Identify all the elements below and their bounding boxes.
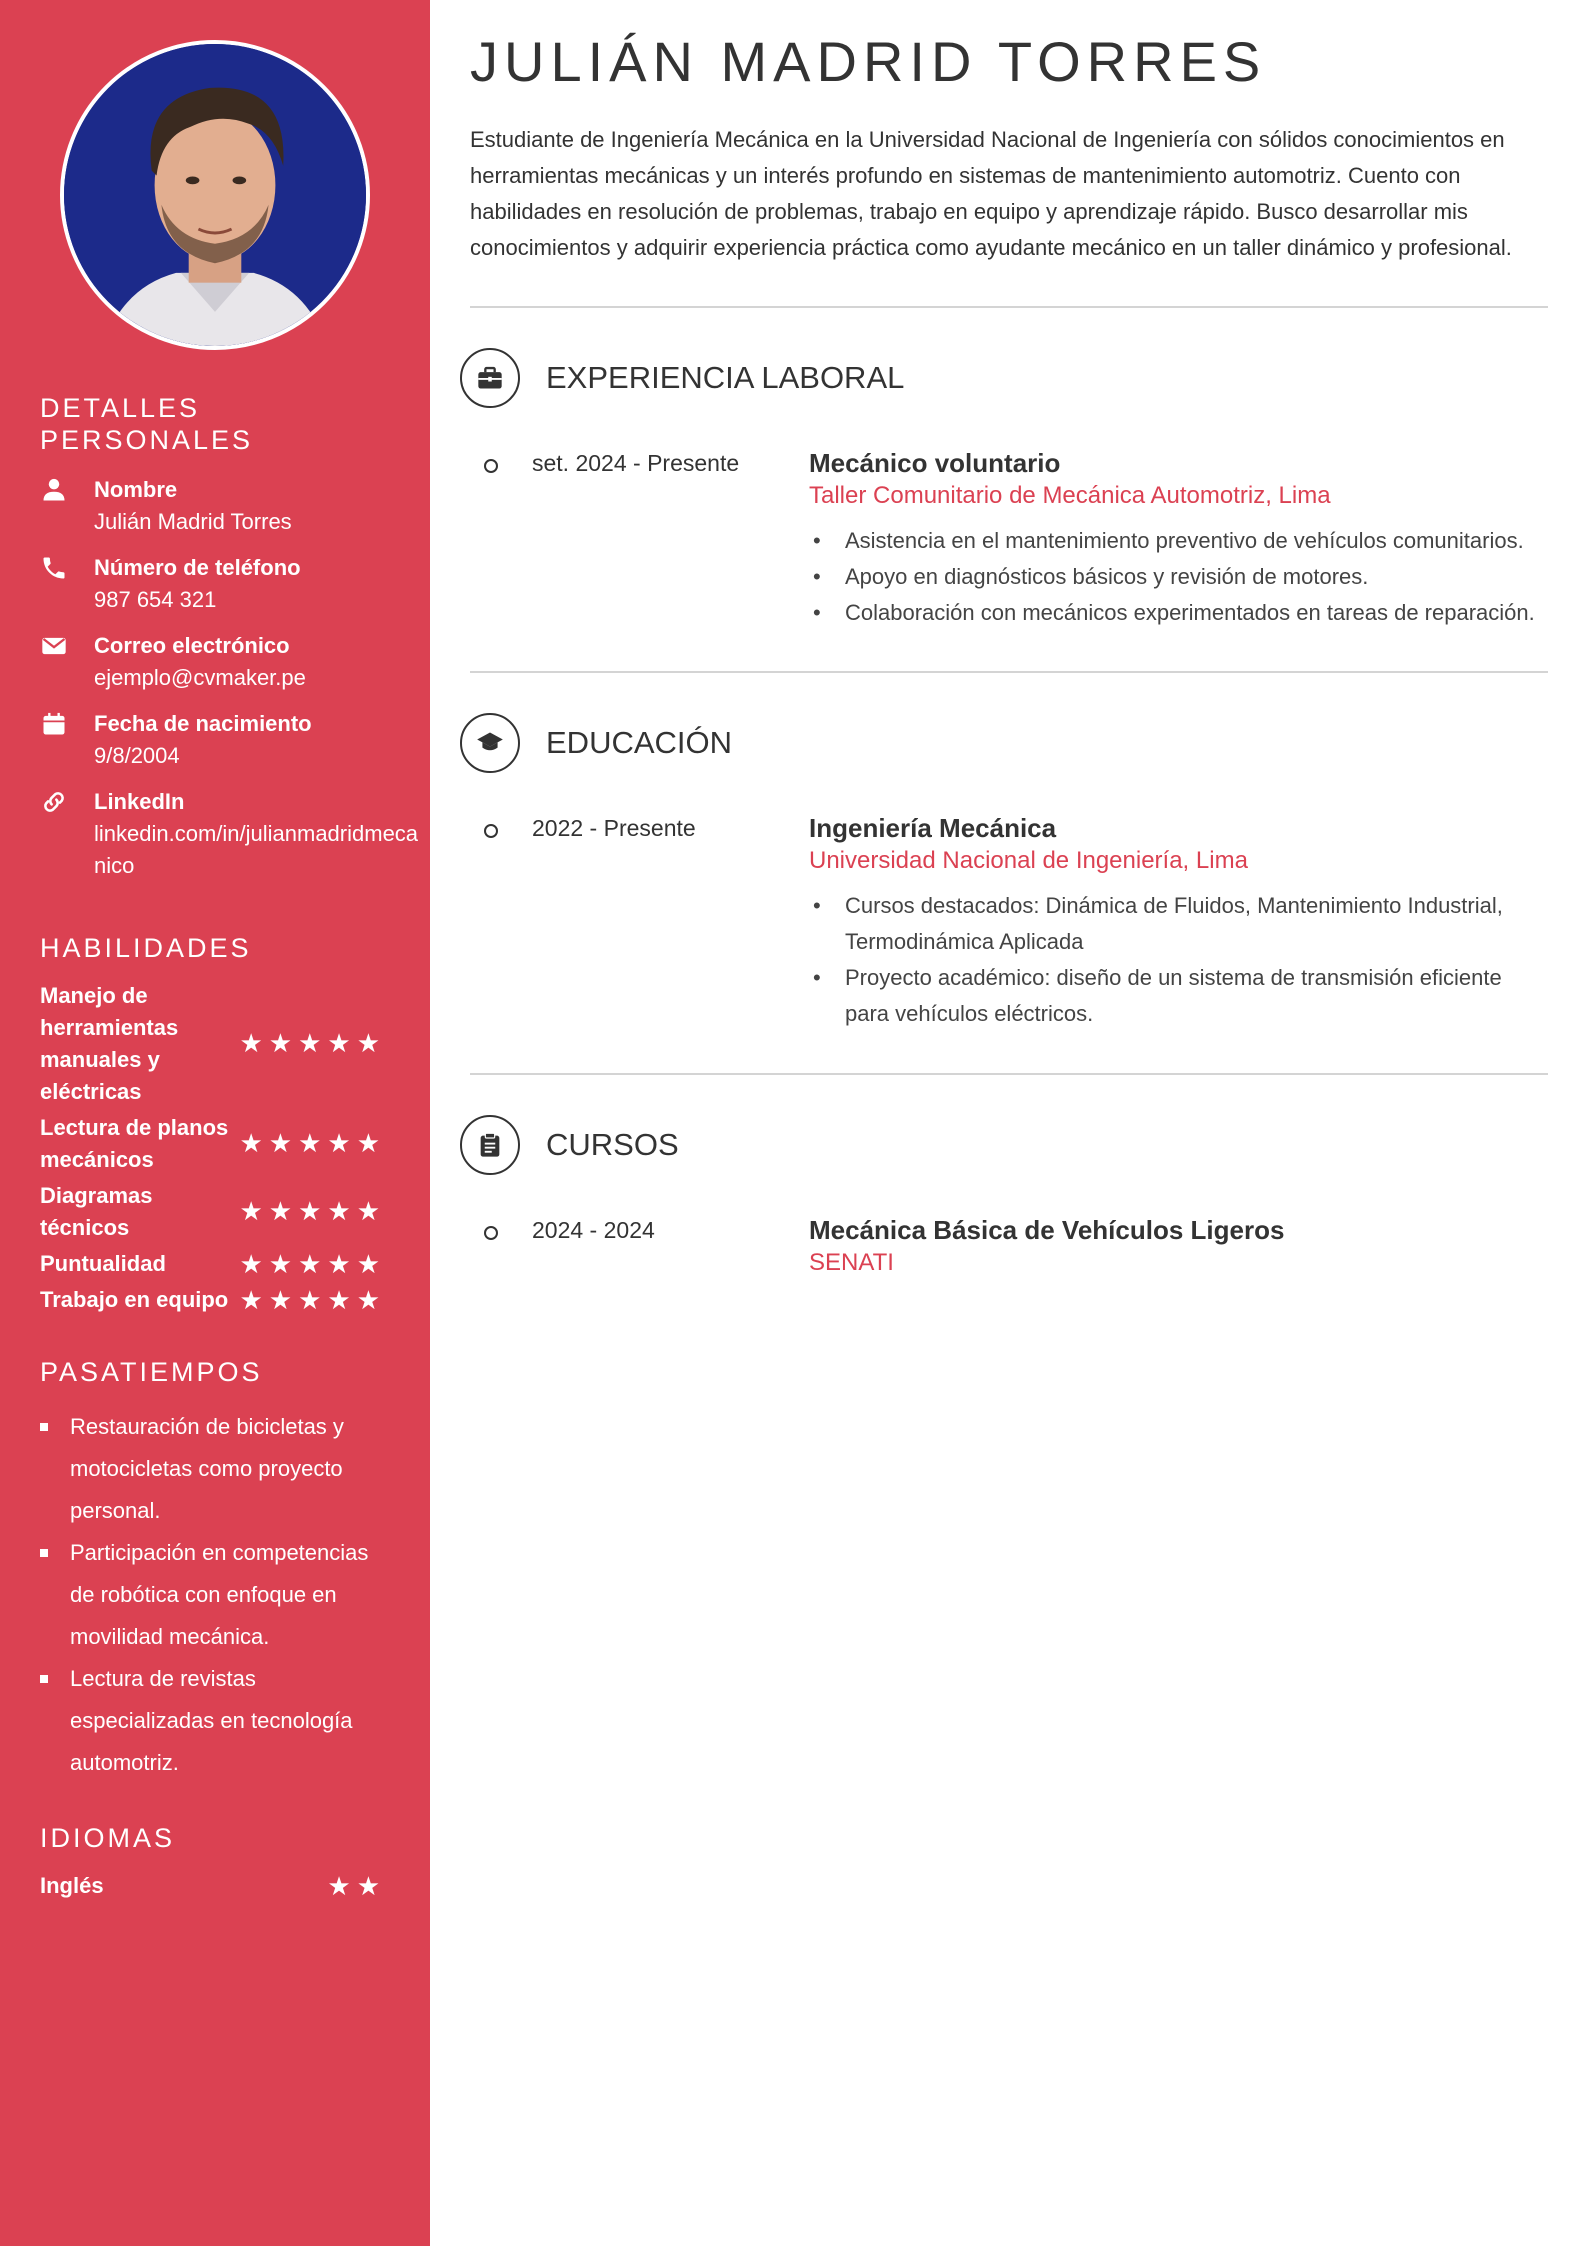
star-icon: ★ <box>356 1871 380 1901</box>
star-icon: ★ <box>356 1249 380 1279</box>
detail-value: Julián Madrid Torres <box>94 509 292 534</box>
course-date: 2024 - 2024 <box>532 1217 655 1243</box>
divider <box>470 671 1548 673</box>
person-icon <box>40 476 68 504</box>
star-icon: ★ <box>298 1285 322 1315</box>
avatar-illustration <box>64 44 366 346</box>
skill-rating <box>239 1130 380 1156</box>
skill-name: Puntualidad <box>40 1251 166 1276</box>
graduation-cap-icon <box>476 729 504 757</box>
star-icon: ★ <box>327 1871 351 1901</box>
skill-rating <box>239 1287 380 1313</box>
list-item: Restauración de bicicletas y motocicletas como proyecto personal. <box>40 1406 380 1532</box>
mail-icon <box>40 632 68 660</box>
skill-name: Lectura de planos mecánicos <box>40 1115 229 1172</box>
courses-title: CURSOS <box>546 1127 679 1162</box>
hobbies-list <box>40 1406 380 1784</box>
star-icon: ★ <box>239 1028 263 1058</box>
education-title: EDUCACIÓN <box>546 725 733 760</box>
education-date: 2022 - Presente <box>532 815 696 841</box>
list-item: • Asistencia en el mantenimiento preventivo de vehículos comunitarios. <box>809 523 1549 559</box>
star-icon: ★ <box>239 1249 263 1279</box>
star-icon: ★ <box>356 1128 380 1158</box>
briefcase-icon <box>476 364 504 392</box>
section-icon <box>460 348 520 408</box>
star-icon: ★ <box>239 1196 263 1226</box>
languages-heading: IDIOMAS <box>40 1823 176 1853</box>
experience-bullets <box>809 523 1549 631</box>
star-icon: ★ <box>268 1128 293 1158</box>
details-heading-block <box>40 392 380 456</box>
experience-date: set. 2024 - Presente <box>532 450 740 476</box>
detail-label: Nombre <box>94 477 178 502</box>
star-icon: ★ <box>356 1285 380 1315</box>
profile-photo <box>60 40 370 350</box>
details-heading: DETALLES PERSONALES <box>40 393 254 455</box>
detail-label: LinkedIn <box>94 789 185 814</box>
hobbies-heading: PASATIEMPOS <box>40 1357 263 1387</box>
candidate-name: JULIÁN MADRID TORRES <box>470 30 1267 93</box>
detail-value: ejemplo@cvmaker.pe <box>94 665 306 690</box>
list-item: • Apoyo en diagnósticos básicos y revisión de motores. <box>809 559 1549 595</box>
detail-label: Fecha de nacimiento <box>94 711 312 736</box>
star-icon: ★ <box>298 1128 322 1158</box>
star-icon: ★ <box>327 1028 351 1058</box>
star-icon: ★ <box>356 1196 380 1226</box>
skills-heading: HABILIDADES <box>40 933 252 963</box>
skill-rating <box>239 1251 380 1277</box>
star-icon: ★ <box>327 1249 351 1279</box>
profile-summary: Estudiante de Ingeniería Mecánica en la Universidad Nacional de Ingeniería con sólidos conocimientos en herramientas mecánicas y un interés profundo en sistemas de mantenimiento automotriz. Cuento con habilidades en resolución de problemas, trabajo en equipo y aprendizaje rápido. Busco desarrollar mis conocimientos y adquirir experiencia práctica como ayudante mecánico en un taller dinámico y profesional. <box>470 127 1512 260</box>
detail-label: Número de teléfono <box>94 555 301 580</box>
star-icon: ★ <box>239 1128 263 1158</box>
course-institution: SENATI <box>809 1249 894 1276</box>
timeline-dot <box>484 459 498 473</box>
experience-job-title: Mecánico voluntario <box>809 448 1061 478</box>
section-icon <box>460 713 520 773</box>
timeline-dot <box>484 824 498 838</box>
languages-heading-block <box>40 1822 380 1854</box>
star-icon: ★ <box>327 1196 351 1226</box>
skill-name: Trabajo en equipo <box>40 1287 229 1312</box>
calendar-icon <box>40 710 68 738</box>
detail-label: Correo electrónico <box>94 633 290 658</box>
skills-heading-block <box>40 932 380 964</box>
skill-name: Manejo de herramientas manuales y eléctricas <box>40 983 179 1104</box>
linkedin-link[interactable]: linkedin.com/in/julianmadridmecanico <box>94 821 419 878</box>
list-item: • Proyecto académico: diseño de un sistema de transmisión eficiente para vehículos eléctricos. <box>809 960 1549 1032</box>
list-item: • Cursos destacados: Dinámica de Fluidos, Mantenimiento Industrial, Termodinámica Aplicada <box>809 888 1549 960</box>
star-icon: ★ <box>268 1196 293 1226</box>
course-title: Mecánica Básica de Vehículos Ligeros <box>809 1215 1285 1245</box>
link-icon <box>40 788 68 816</box>
education-bullets <box>809 888 1549 1032</box>
detail-value: 987 654 321 <box>94 587 217 612</box>
divider <box>470 1073 1548 1075</box>
list-item: • Colaboración con mecánicos experimentados en tareas de reparación. <box>809 595 1549 631</box>
star-icon: ★ <box>298 1196 322 1226</box>
divider <box>470 306 1548 308</box>
skill-rating <box>239 1198 380 1224</box>
skill-name: Diagramas técnicos <box>40 1183 153 1240</box>
phone-icon <box>40 554 68 582</box>
list-item: Participación en competencias de robótica con enfoque en movilidad mecánica. <box>40 1532 380 1658</box>
language-name: Inglés <box>40 1873 104 1898</box>
star-icon: ★ <box>239 1285 263 1315</box>
star-icon: ★ <box>327 1128 351 1158</box>
star-icon: ★ <box>327 1285 351 1315</box>
education-degree: Ingeniería Mecánica <box>809 813 1057 843</box>
list-item: Lectura de revistas especializadas en tecnología automotriz. <box>40 1658 380 1784</box>
section-icon <box>460 1115 520 1175</box>
star-icon: ★ <box>268 1249 293 1279</box>
star-icon: ★ <box>298 1028 322 1058</box>
detail-value: 9/8/2004 <box>94 743 180 768</box>
sidebar <box>0 0 430 2246</box>
skill-rating <box>239 1030 380 1056</box>
education-institution: Universidad Nacional de Ingeniería, Lima <box>809 847 1248 874</box>
experience-title: EXPERIENCIA LABORAL <box>546 360 905 395</box>
star-icon: ★ <box>268 1028 293 1058</box>
experience-org: Taller Comunitario de Mecánica Automotriz, Lima <box>809 482 1331 509</box>
timeline-dot <box>484 1226 498 1240</box>
star-icon: ★ <box>268 1285 293 1315</box>
star-icon: ★ <box>356 1028 380 1058</box>
hobbies-heading-block <box>40 1356 380 1388</box>
language-rating <box>327 1873 380 1899</box>
star-icon: ★ <box>298 1249 322 1279</box>
clipboard-icon <box>476 1131 504 1159</box>
